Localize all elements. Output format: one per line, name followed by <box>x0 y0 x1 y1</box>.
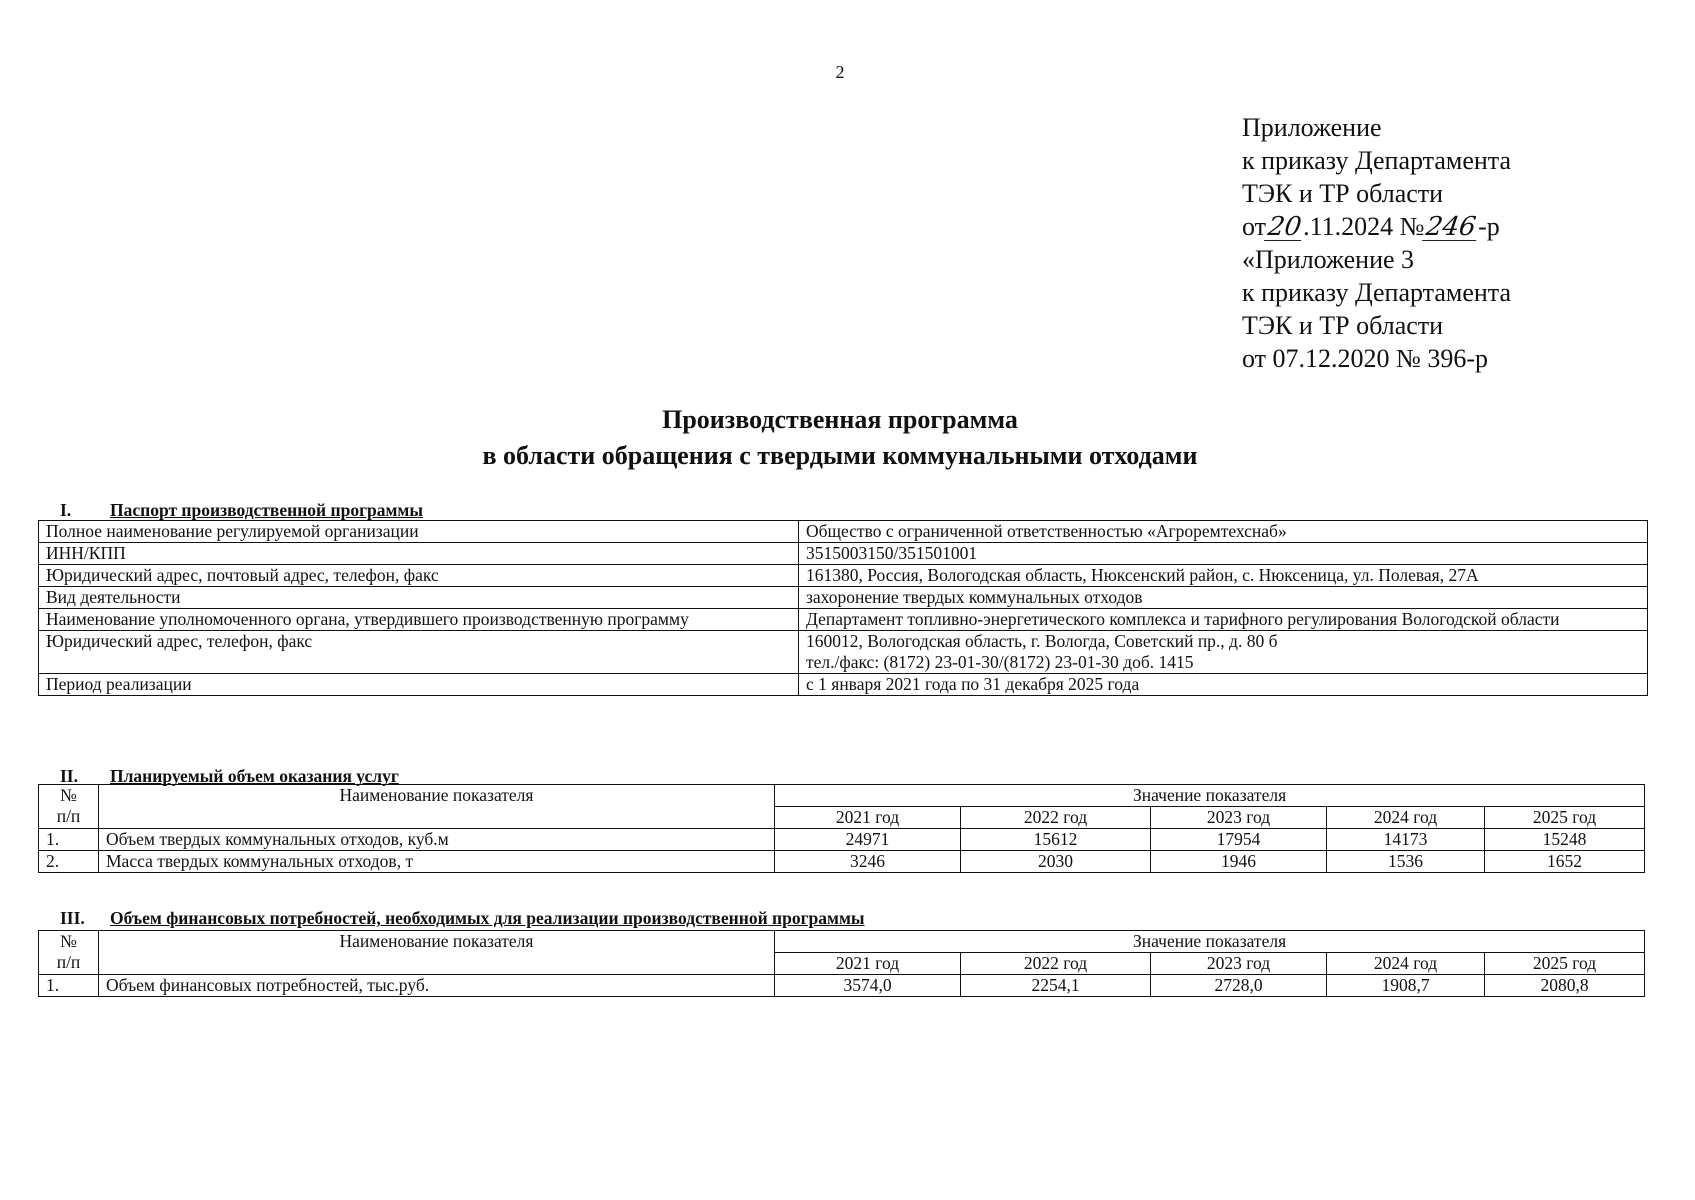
year-header: 2024 год <box>1327 807 1485 829</box>
annex-date-mid: .11.2024 № <box>1303 212 1425 241</box>
section-3-number: III. <box>60 908 85 928</box>
table-row <box>39 543 1648 565</box>
page-number: 2 <box>835 62 845 82</box>
passport-value: 161380, Россия, Вологодская область, Нюксенский район, с. Нюксеница, ул. Полевая, 27А <box>799 565 1648 587</box>
row-number: 1. <box>39 829 99 851</box>
annex-date-line <box>1242 210 1511 243</box>
table-row <box>39 565 1648 587</box>
table-row <box>39 609 1648 631</box>
year-header: 2023 год <box>1151 807 1327 829</box>
passport-value <box>799 631 1648 674</box>
finance-table <box>38 930 1645 997</box>
row-value: 15612 <box>961 829 1151 851</box>
row-value: 24971 <box>775 829 961 851</box>
row-value: 3246 <box>775 851 961 873</box>
section-1-number: I. <box>60 500 72 520</box>
annex-line: Приложение <box>1242 113 1382 142</box>
row-value: 2728,0 <box>1151 975 1327 997</box>
passport-label: ИНН/КПП <box>39 543 799 565</box>
col-name-header: Наименование показателя <box>99 931 775 975</box>
year-header: 2021 год <box>775 807 961 829</box>
table-row <box>39 975 1645 997</box>
table-header-row <box>39 785 1645 807</box>
year-header: 2025 год <box>1485 807 1645 829</box>
section-3-title: Объем финансовых потребностей, необходимых для реализации производственной программы <box>110 908 865 928</box>
row-value: 15248 <box>1485 829 1645 851</box>
passport-label: Полное наименование регулируемой организации <box>39 521 799 543</box>
passport-value: 3515003150/351501001 <box>799 543 1648 565</box>
table-row <box>39 674 1648 696</box>
row-value: 14173 <box>1327 829 1485 851</box>
section-2-title: Планируемый объем оказания услуг <box>110 766 399 786</box>
passport-label: Период реализации <box>39 674 799 696</box>
section-3-heading <box>60 908 865 929</box>
volume-table <box>38 784 1645 873</box>
row-number: 1. <box>39 975 99 997</box>
passport-label: Наименование уполномоченного органа, утвердившего производственную программу <box>39 609 799 631</box>
year-header: 2023 год <box>1151 953 1327 975</box>
annex-date-prefix: от <box>1242 212 1267 241</box>
row-value: 3574,0 <box>775 975 961 997</box>
col-no-line: № <box>60 785 77 805</box>
annex-line: ТЭК и ТР области <box>1242 179 1444 208</box>
passport-value: с 1 января 2021 года по 31 декабря 2025 года <box>799 674 1648 696</box>
row-value: 2030 <box>961 851 1151 873</box>
col-name-header: Наименование показателя <box>99 785 775 829</box>
section-1-title: Паспорт производственной программы <box>110 500 424 520</box>
row-value: 1946 <box>1151 851 1327 873</box>
table-header-row <box>39 931 1645 953</box>
passport-value-line: тел./факс: (8172) 23-01-30/(8172) 23-01-30 доб. 1415 <box>806 652 1194 672</box>
annex-line: «Приложение 3 <box>1242 245 1415 274</box>
passport-value: Общество с ограниченной ответственностью «Агроремтехснаб» <box>799 521 1648 543</box>
row-value: 2080,8 <box>1485 975 1645 997</box>
year-header: 2021 год <box>775 953 961 975</box>
row-name: Объем финансовых потребностей, тыс.руб. <box>99 975 775 997</box>
annex-date-suffix: -р <box>1478 212 1500 241</box>
col-no-line: п/п <box>56 806 81 826</box>
annex-line: от 07.12.2020 № 396-р <box>1242 344 1488 373</box>
table-row <box>39 521 1648 543</box>
table-row <box>39 587 1648 609</box>
col-no-header <box>39 785 99 829</box>
row-name: Масса твердых коммунальных отходов, т <box>99 851 775 873</box>
annex-line: к приказу Департамента <box>1242 146 1512 175</box>
document-subtitle: в области обращения с твердыми коммунальными отходами <box>482 441 1198 470</box>
document-title: Производственная программа <box>662 405 1018 434</box>
handwritten-number: 246 <box>1424 212 1479 242</box>
year-header: 2024 год <box>1327 953 1485 975</box>
section-1-heading <box>60 500 423 521</box>
passport-label: Вид деятельности <box>39 587 799 609</box>
passport-table <box>38 520 1648 696</box>
col-no-header <box>39 931 99 975</box>
section-2-number: II. <box>60 766 78 786</box>
row-value: 17954 <box>1151 829 1327 851</box>
annex-line: к приказу Департамента <box>1242 278 1512 307</box>
table-row <box>39 829 1645 851</box>
annex-block <box>1242 111 1511 375</box>
row-number: 2. <box>39 851 99 873</box>
year-header: 2022 год <box>961 953 1151 975</box>
col-value-header: Значение показателя <box>775 785 1645 807</box>
annex-line: ТЭК и ТР области <box>1242 311 1444 340</box>
row-value: 1908,7 <box>1327 975 1485 997</box>
table-row <box>39 851 1645 873</box>
row-value: 1652 <box>1485 851 1645 873</box>
table-row <box>39 631 1648 674</box>
col-value-header: Значение показателя <box>775 931 1645 953</box>
passport-label: Юридический адрес, почтовый адрес, телефон, факс <box>39 565 799 587</box>
handwritten-day: 20 <box>1265 212 1304 242</box>
passport-value: захоронение твердых коммунальных отходов <box>799 587 1648 609</box>
year-header: 2022 год <box>961 807 1151 829</box>
row-name: Объем твердых коммунальных отходов, куб.м <box>99 829 775 851</box>
passport-label: Юридический адрес, телефон, факс <box>39 631 799 674</box>
row-value: 2254,1 <box>961 975 1151 997</box>
col-no-line: № <box>60 931 77 951</box>
row-value: 1536 <box>1327 851 1485 873</box>
year-header: 2025 год <box>1485 953 1645 975</box>
col-no-line: п/п <box>56 952 81 972</box>
passport-value: Департамент топливно-энергетического комплекса и тарифного регулирования Вологодской области <box>799 609 1648 631</box>
passport-value-line: 160012, Вологодская область, г. Вологда, Советский пр., д. 80 б <box>806 631 1278 651</box>
